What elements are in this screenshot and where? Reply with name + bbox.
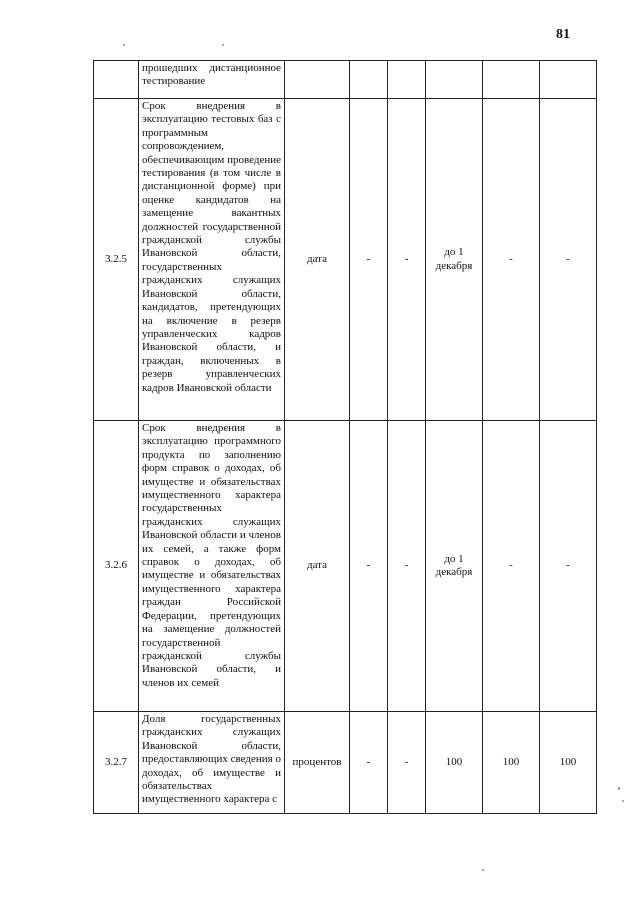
value-cell: -	[350, 99, 388, 421]
table-row	[94, 421, 597, 712]
value-cell	[540, 61, 597, 99]
value-cell: -	[388, 712, 426, 814]
value-cell: -	[388, 99, 426, 421]
indicator-description: Срок внедрения в эксплуатацию программного продукта по заполнению форм справок о доходах, об имуществе и обязательствах имущественного характера государственных гражданских служащих Ивановской области и членов их семей, а также форм справок о доходах, об имуществе и обязательствах имущественного характера граждан Российской Федерации, претендующих на замещение должностей государственной гражданской службы Ивановской области, и членов их семей	[139, 421, 285, 712]
table-row	[94, 99, 597, 421]
value-cell: 100	[483, 712, 540, 814]
value-cell: 100	[540, 712, 597, 814]
row-number	[94, 61, 139, 99]
indicator-description: прошедших дистанционное тестирование	[139, 61, 285, 99]
value-cell: до 1 декабря	[426, 421, 483, 712]
value-cell: -	[483, 99, 540, 421]
unit-cell: процентов	[285, 712, 350, 814]
value-cell: -	[540, 99, 597, 421]
value-cell: 100	[426, 712, 483, 814]
table-row	[94, 712, 597, 814]
table-row	[94, 61, 597, 99]
unit-cell	[285, 61, 350, 99]
row-number: 3.2.5	[94, 99, 139, 421]
unit-cell: дата	[285, 421, 350, 712]
value-cell: до 1 декабря	[426, 99, 483, 421]
row-number: 3.2.7	[94, 712, 139, 814]
value-cell: -	[540, 421, 597, 712]
value-cell: -	[483, 421, 540, 712]
indicator-description: Доля государственных гражданских служащих Ивановской области, предоставляющих сведения о доходах, об имуществе и обязательствах имущественного характера с	[139, 712, 285, 814]
value-cell	[350, 61, 388, 99]
indicators-table	[93, 60, 597, 814]
indicator-description: Срок внедрения в эксплуатацию тестовых баз с программным сопровождением, обеспечивающим проведение тестирования (в том числе в дистанционной форме) при оценке кандидатов на замещение вакантных должностей государственной гражданской службы Ивановской области, государственных гражданских служащих Ивановской области, кандидатов, претендующих на включение в резерв управленческих кадров Ивановской области, и граждан, включенных в резерв управленческих кадров Ивановской области	[139, 99, 285, 421]
page-number: 81	[556, 27, 570, 42]
value-cell: -	[350, 712, 388, 814]
row-number: 3.2.6	[94, 421, 139, 712]
value-cell: -	[350, 421, 388, 712]
value-cell	[426, 61, 483, 99]
value-cell	[388, 61, 426, 99]
value-cell: -	[388, 421, 426, 712]
value-cell	[483, 61, 540, 99]
unit-cell: дата	[285, 99, 350, 421]
